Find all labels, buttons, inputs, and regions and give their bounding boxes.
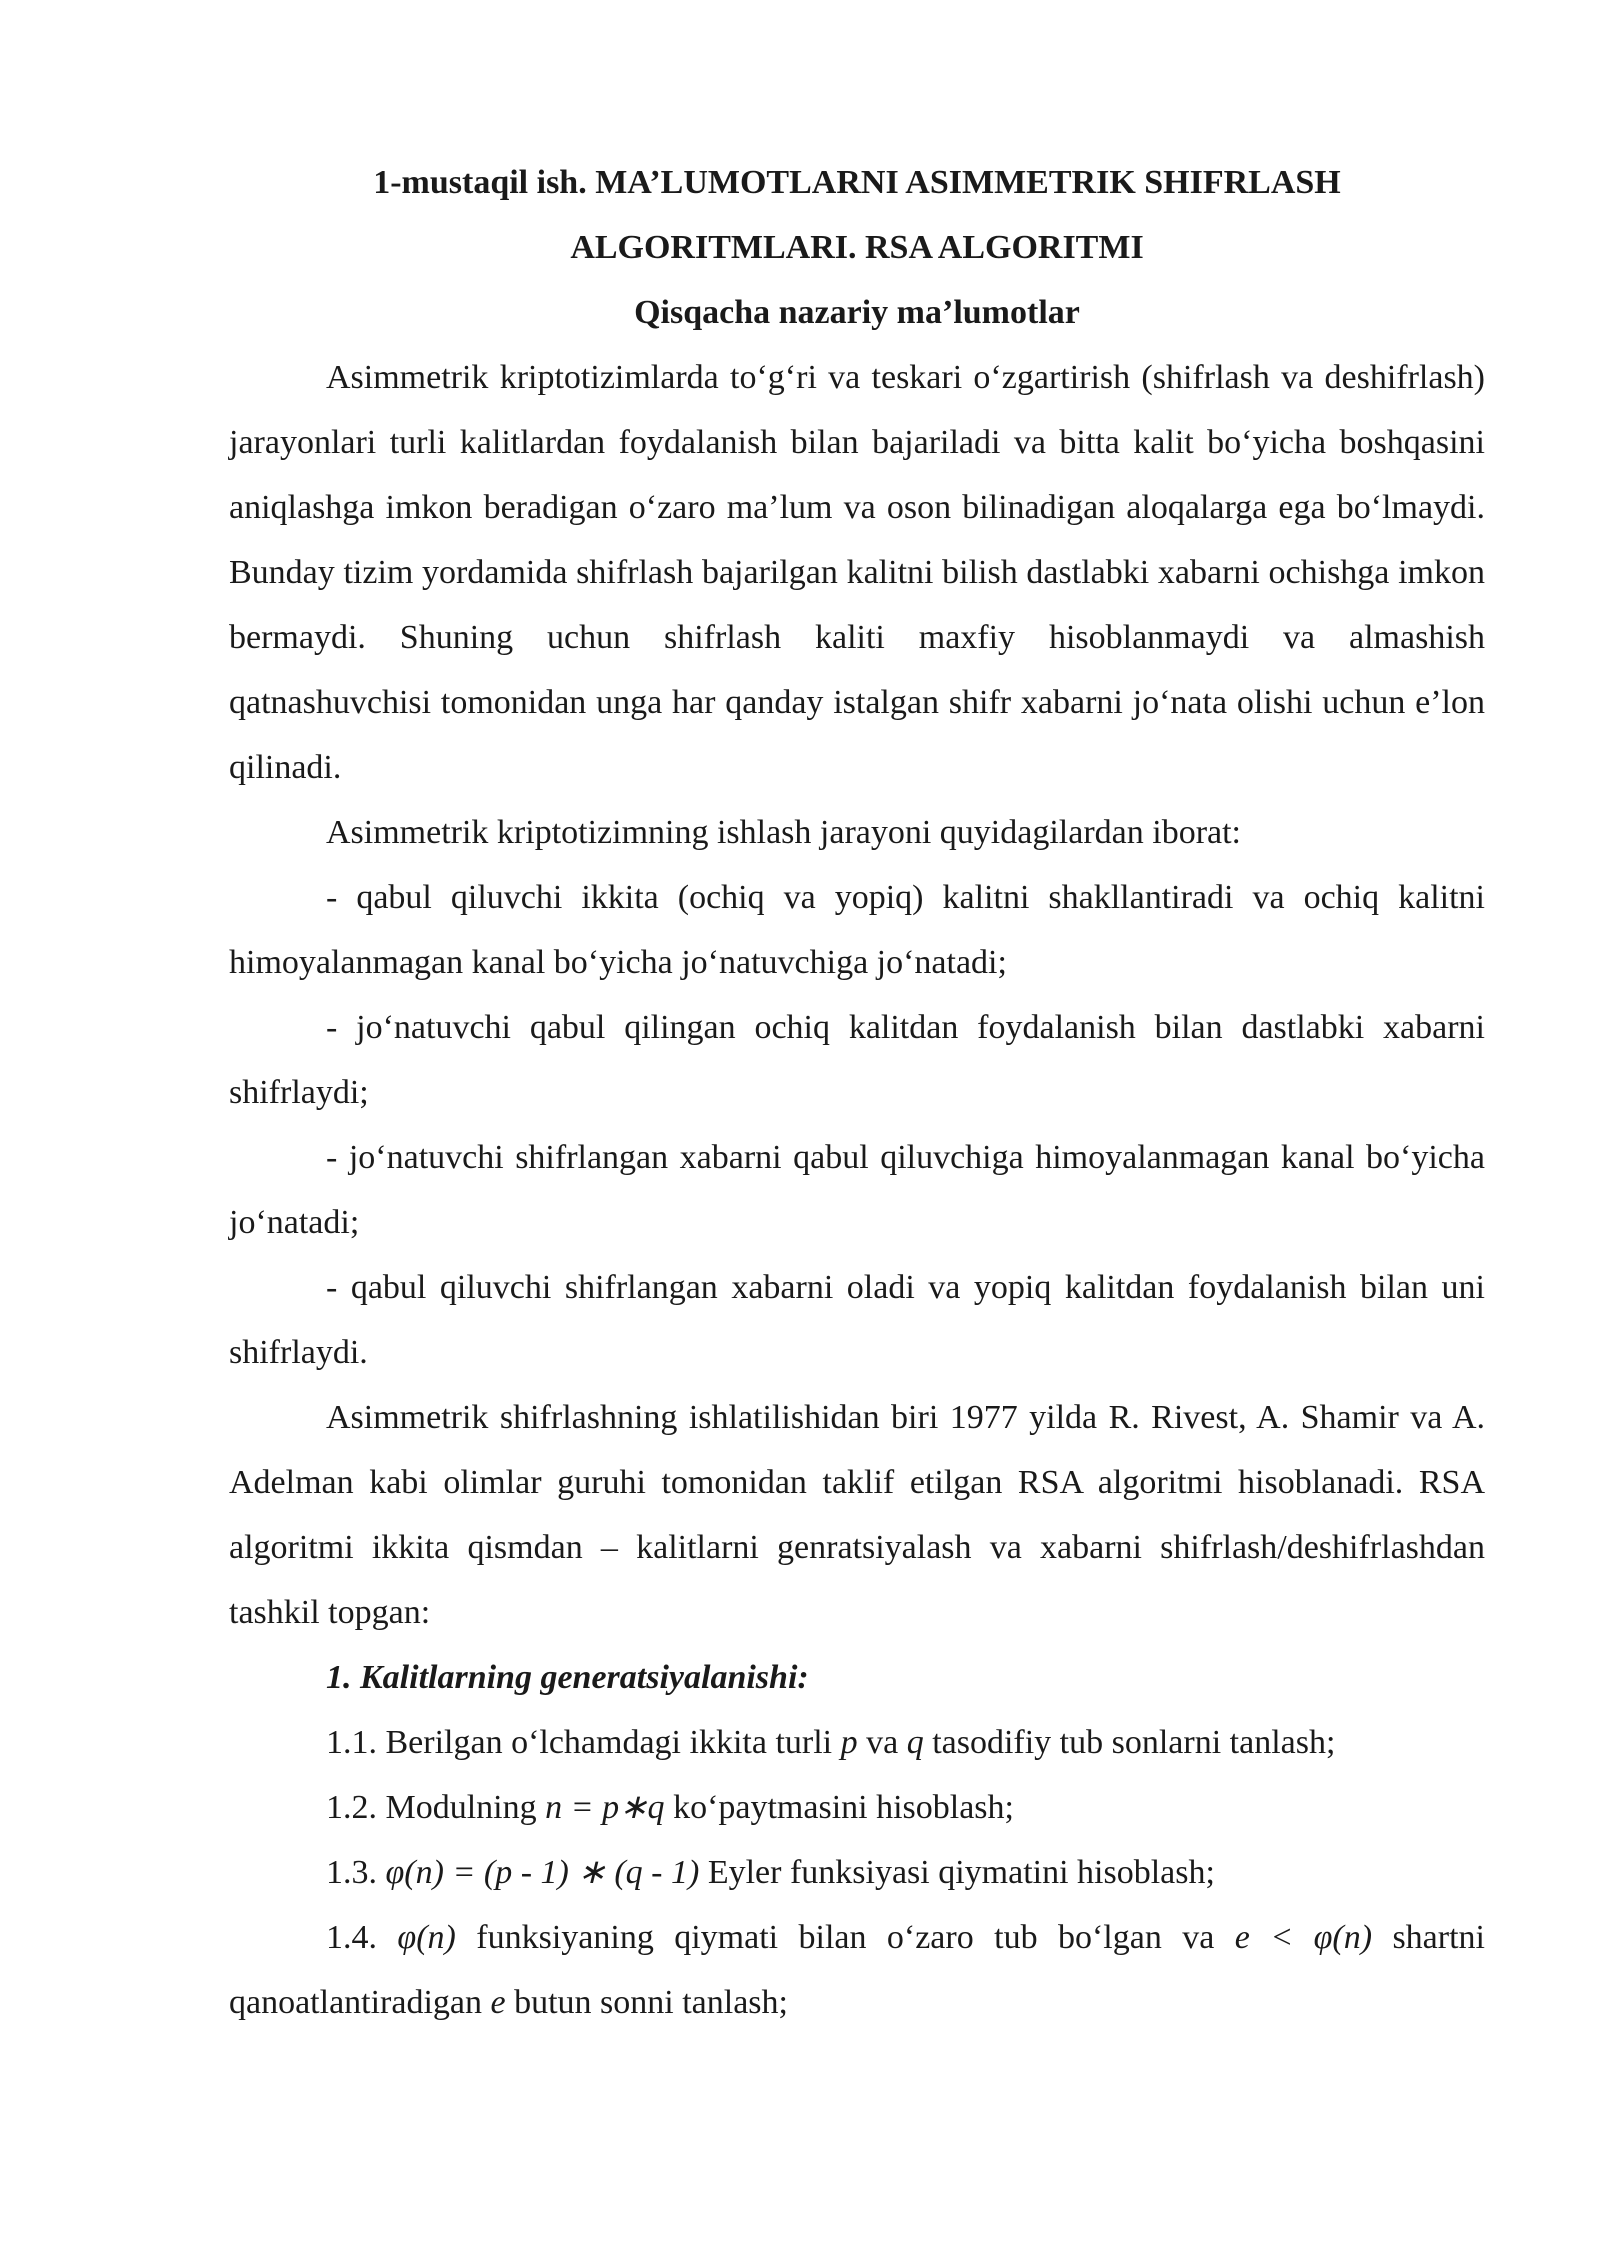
document-body <box>229 150 1485 2035</box>
intro-paragraph: Asimmetrik kriptotizimlarda to‘g‘ri va teskari o‘zgartirish (shifrlash va deshifrlash) jarayonlari turli kalitlardan foydalanish bilan bajariladi va bitta kalit bo‘yicha boshqasini aniqlashga imkon beradigan o‘zaro ma’lum va oson bilinadigan aloqalarga ega bo‘lmaydi. Bunday tizim yordamida shifrlash bajarilgan kalitni bilish dastlabki xabarni ochishga imkon bermaydi. Shuning uchun shifrlash kaliti maxfiy hisoblanmaydi va almashish qatnashuvchisi tomonidan unga har qanday istalgan shifr xabarni jo‘nata olishi uchun e’lon qilinadi. <box>229 359 1485 786</box>
keygen-item-1-4: 1.4. φ(n) funksiyaning qiymati bilan o‘zaro tub bo‘lgan va e < φ(n) shartni qanoatlantiradigan e butun sonni tanlash; <box>229 1919 1485 2021</box>
keygen-item-1-3: 1.3. φ(n) = (p - 1) ∗ (q - 1) Eyler funksiyasi qiymatini hisoblash; <box>326 1854 1215 1891</box>
title-line-1: 1-mustaqil ish. MA’LUMOTLARNI ASIMMETRIK SHIFRLASH <box>373 164 1341 201</box>
keygen-heading: 1. Kalitlarning generatsiyalanishi: <box>326 1659 809 1696</box>
rsa-intro-paragraph: Asimmetrik shifrlashning ishlatilishidan biri 1977 yilda R. Rivest, A. Shamir va A. Adelman kabi olimlar guruhi tomonidan taklif etilgan RSA algoritmi hisoblanadi. RSA algoritmi ikkita qismdan – kalitlarni genratsiyalash va xabarni shifrlash/deshifrlashdan tashkil topgan: <box>229 1399 1485 1631</box>
process-intro: Asimmetrik kriptotizimning ishlash jarayoni quyidagilardan iborat: <box>326 814 1241 851</box>
keygen-item-1-1: 1.1. Berilgan o‘lchamdagi ikkita turli p va q tasodifiy tub sonlarni tanlash; <box>326 1724 1336 1761</box>
step-item: - qabul qiluvchi ikkita (ochiq va yopiq) kalitni shakllantiradi va ochiq kalitni himoyalanmagan kanal bo‘yicha jo‘natuvchiga jo‘natadi; <box>229 879 1485 981</box>
step-item: - jo‘natuvchi shifrlangan xabarni qabul qiluvchiga himoyalanmagan kanal bo‘yicha jo‘natadi; <box>229 1139 1485 1241</box>
keygen-item-1-2: 1.2. Modulning n = p∗q ko‘paytmasini hisoblash; <box>326 1789 1014 1826</box>
step-item: - jo‘natuvchi qabul qilingan ochiq kalitdan foydalanish bilan dastlabki xabarni shifrlaydi; <box>229 1009 1485 1111</box>
title-line-2: ALGORITMLARI. RSA ALGORITMI <box>570 229 1144 266</box>
section-heading: Qisqacha nazariy ma’lumotlar <box>634 294 1080 331</box>
step-item: - qabul qiluvchi shifrlangan xabarni oladi va yopiq kalitdan foydalanish bilan uni shifrlaydi. <box>229 1269 1485 1371</box>
